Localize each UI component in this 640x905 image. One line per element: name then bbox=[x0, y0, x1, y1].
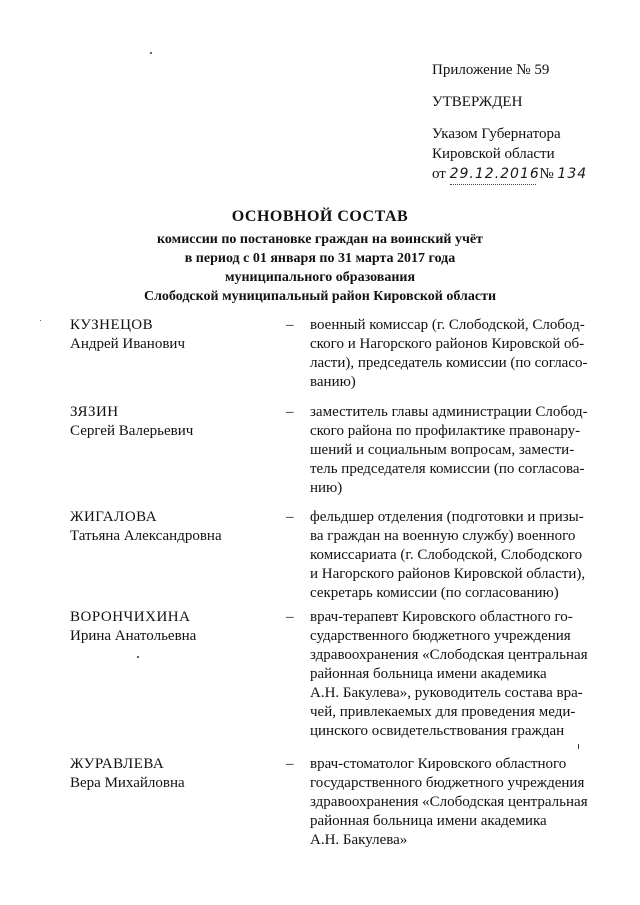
member-name bbox=[70, 316, 280, 354]
handwritten-date: 29.12.2016 bbox=[450, 164, 536, 185]
role-line: чей, привлекаемых для проведения меди- bbox=[310, 704, 576, 720]
member-name bbox=[70, 755, 280, 793]
title-line-4: Слободской муниципальный район Кировской области bbox=[143, 289, 497, 304]
role-line: А.Н. Бакулева», руководитель состава вра- bbox=[310, 685, 583, 701]
dash-separator: – bbox=[286, 317, 294, 333]
role-line: ванию) bbox=[310, 374, 356, 390]
role-line: врач-терапевт Кировского областного го- bbox=[310, 609, 573, 625]
scan-speck bbox=[40, 320, 41, 321]
member-surname: ЖИГАЛОВА bbox=[70, 509, 158, 525]
member-given-name: Вера Михайловна bbox=[70, 775, 185, 791]
role-line: сударственного бюджетного учреждения bbox=[310, 628, 571, 644]
member-name bbox=[70, 608, 280, 646]
from-label: от bbox=[432, 166, 446, 182]
title-line-2: в период с 01 января по 31 марта 2017 года bbox=[184, 251, 456, 266]
role-line: ского района по профилактике правонару- bbox=[310, 423, 581, 439]
handwritten-number: 134 bbox=[557, 166, 588, 182]
role-line: тель председателя комиссии (по согласова- bbox=[310, 461, 585, 477]
member-surname: ЗЯЗИН bbox=[70, 404, 119, 420]
member-role bbox=[310, 403, 610, 498]
decree-date-line bbox=[432, 164, 588, 185]
role-line: заместитель главы администрации Слобод- bbox=[310, 404, 588, 420]
approval-block bbox=[432, 60, 588, 185]
member-name bbox=[70, 403, 280, 441]
role-line: шений и социальным вопросам, замести- bbox=[310, 442, 575, 458]
scan-speck bbox=[137, 656, 139, 658]
role-line: и Нагорского районов Кировской области), bbox=[310, 566, 586, 582]
member-given-name: Андрей Иванович bbox=[70, 336, 185, 352]
member-given-name: Сергей Валерьевич bbox=[70, 423, 194, 439]
role-line: государственного бюджетного учреждения bbox=[310, 775, 585, 791]
decree-line-1: Указом Губернатора bbox=[432, 126, 561, 142]
member-given-name: Ирина Анатольевна bbox=[70, 628, 197, 644]
member-name bbox=[70, 508, 280, 546]
document-title: ОСНОВНОЙ СОСТАВ bbox=[231, 208, 409, 225]
role-line: ского и Нагорского районов Кировской об- bbox=[310, 336, 585, 352]
role-line: фельдшер отделения (подготовки и призы- bbox=[310, 509, 584, 525]
scan-speck bbox=[578, 744, 579, 749]
appendix-number: Приложение № 59 bbox=[432, 62, 550, 78]
role-line: нию) bbox=[310, 480, 343, 496]
role-line: районная больница имени академика bbox=[310, 813, 547, 829]
member-role bbox=[310, 508, 610, 603]
member-surname: ЖУРАВЛЕВА bbox=[70, 756, 165, 772]
scan-speck bbox=[150, 52, 152, 54]
role-line: здравоохранения «Слободская центральная bbox=[310, 647, 588, 663]
role-line: А.Н. Бакулева» bbox=[310, 832, 408, 848]
number-label: № bbox=[539, 166, 554, 182]
member-role bbox=[310, 608, 610, 741]
role-line: ва граждан на военную службу) военного bbox=[310, 528, 576, 544]
role-line: комиссариата (г. Слободской, Слободского bbox=[310, 547, 583, 563]
member-surname: ВОРОНЧИХИНА bbox=[70, 609, 191, 625]
role-line: военный комиссар (г. Слободской, Слобод- bbox=[310, 317, 585, 333]
title-line-1: комиссии по постановке граждан на воинский учёт bbox=[157, 232, 483, 247]
role-line: секретарь комиссии (по согласованию) bbox=[310, 585, 559, 601]
member-given-name: Татьяна Александровна bbox=[70, 528, 222, 544]
role-line: врач-стоматолог Кировского областного bbox=[310, 756, 567, 772]
title-line-3: муниципального образования bbox=[224, 270, 416, 285]
decree-line-2: Кировской области bbox=[432, 146, 555, 162]
approved-stamp: УТВЕРЖДЕН bbox=[432, 94, 523, 110]
dash-separator: – bbox=[286, 609, 294, 625]
member-surname: КУЗНЕЦОВ bbox=[70, 317, 154, 333]
role-line: районная больница имени академика bbox=[310, 666, 547, 682]
dash-separator: – bbox=[286, 404, 294, 420]
role-line: здравоохранения «Слободская центральная bbox=[310, 794, 588, 810]
role-line: ласти), председатель комиссии (по согласо- bbox=[310, 355, 588, 371]
member-role bbox=[310, 755, 610, 850]
dash-separator: – bbox=[286, 509, 294, 525]
dash-separator: – bbox=[286, 756, 294, 772]
member-role bbox=[310, 316, 610, 392]
role-line: цинского освидетельствования граждан bbox=[310, 723, 565, 739]
